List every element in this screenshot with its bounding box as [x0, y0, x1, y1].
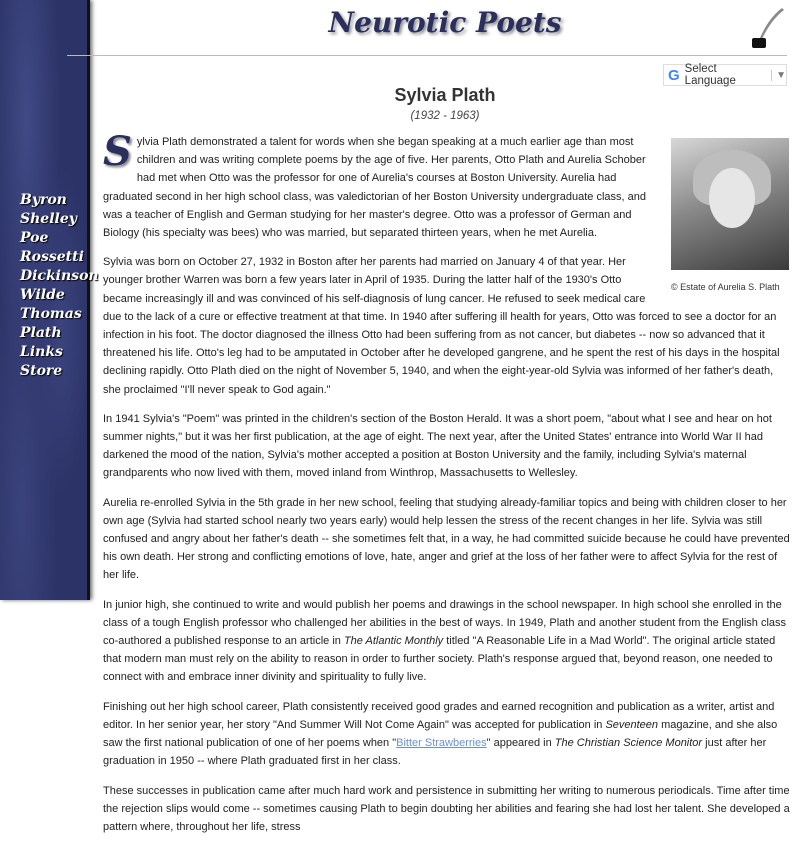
portrait-photo [671, 138, 789, 270]
poet-nav [20, 191, 99, 381]
nav-plath[interactable]: Plath [20, 325, 62, 341]
dropdown-arrow-icon: ▼ [771, 70, 786, 81]
paragraph: These successes in publication came after much hard work and persistence in submitting her writing to numerous periodicals. Time after time the rejection slips would come -- sometimes causing Plath to begin doubting her abilities and fearing she had lost her talent. She developed a pattern where, throughout her life, stress [103, 784, 790, 833]
publication-title: The Atlantic Monthly [343, 635, 444, 648]
bitter-strawberries-link[interactable]: Bitter Strawberries [396, 737, 487, 750]
paragraph-text: In junior high, she continued to write and would publish her poems and drawings in the school newspaper. In high school she enrolled in the class of a tough English professor who challenged her abilities in the best of ways. In 1949, Plath and another student from the English class co-authored a published response to an article in [103, 598, 787, 648]
paragraph-text: " appeared in [486, 737, 555, 750]
paragraph-text: titled "A Reasonable Life in a Mad World". The original article stated that modern man must rely on the ability to reason in order to further society. Plath's response argued that, beyond reason, one needed to connect with and embrace inner divinity and spirituality to fully live. [103, 635, 776, 684]
nav-links[interactable]: Links [20, 344, 63, 360]
life-dates: (1932 - 1963) [410, 110, 480, 122]
language-select[interactable] [663, 64, 787, 86]
nav-rossetti[interactable]: Rossetti [20, 249, 84, 265]
paragraph [103, 596, 791, 687]
paragraph-text: ylvia Plath demonstrated a talent for words when she began speaking at a much earlier age than most children and was writing complete poems by the age of five. Her parents, Otto Plath and Aurelia Schober had met when Otto was the professor for one of Aurelia's courses at Boston University. Aurelia had graduated second in her high school class, was valedictorian of her Boston University undergraduate class, and was a teacher of English and German studying for her master's degree. Otto was a professor of German and Biology (his specialty was bees) who was married, but separated thirteen years, when he met Aurelia. [103, 136, 646, 240]
paragraph-text: magazine, and she also saw the first national publication of one of her poems when " [103, 718, 778, 750]
paragraph-text: Finishing out her high school career, Plath consistently received good grades and earned recognition and publication as a writer, artist and editor. In her senior year, her story "And Summer Will Not Come Again" was accepted for publication in [103, 700, 775, 731]
paragraph-text: just after her graduation in 1950 -- where Plath graduated first in her class. [103, 737, 767, 768]
biography-content [103, 128, 791, 847]
nav-poe[interactable]: Poe [20, 230, 49, 246]
header-divider [67, 55, 787, 56]
publication-title: Seventeen [605, 718, 659, 731]
paragraph: Sylvia was born on October 27, 1932 in Boston after her parents had married on January 4 of that year. Her younger brother Warren was born a few years later in April of 1935. During the latter half of the 1930's Otto became increasingly ill and was convinced of his self-diagnosis of lung cancer. He refused to seek medical care due to the lack of a cure or effective treatment at that time. In 1940 after suffering ill health for years, Otto was forced to see a doctor for an infection in his foot. The doctor diagnosed the illness Otto had been suffering from as not cancer, but diabetes -- now so advanced that it threatened his life. Otto's leg had to be amputated in October after he developed gangrene, and he spent the rest of his days in the hospital declining rapidly. Otto Plath died on the night of November 5, 1940, and when the eight-year-old Sylvia was informed of her father's death, she proclaimed "I'll never speak to God again." [103, 256, 780, 396]
portrait-figure [671, 138, 791, 296]
sidebar [0, 0, 99, 600]
paragraph [103, 698, 791, 771]
nav-dickinson[interactable]: Dickinson [20, 268, 99, 284]
photo-caption: © Estate of Aurelia S. Plath [671, 282, 780, 292]
page-title: Sylvia Plath [394, 85, 496, 105]
drop-cap: S [103, 128, 132, 175]
nav-store[interactable]: Store [20, 363, 63, 379]
nav-shelley[interactable]: Shelley [20, 211, 77, 227]
nav-byron[interactable]: Byron [20, 192, 67, 208]
quill-ink-icon [748, 6, 786, 50]
language-select-label: Select Language [684, 63, 736, 87]
paragraph: In 1941 Sylvia's "Poem" was printed in the children's section of the Boston Herald. It was a short poem, "about what I see and hear on hot summer nights," but it was her first publication, at the age of eight. The next year, after the United States' entrance into World War II had darkened the mood of the nation, Sylvia's mother accepted a position at Boston University and the family, including Sylvia's maternal grandparents who now lived with them, moved inland from Winthrop, Massachusetts to Wellesley. [103, 412, 772, 480]
paragraph: Aurelia re-enrolled Sylvia in the 5th grade in her new school, feeling that studying already-familiar topics and being with children closer to her own age (Sylvia had started school nearly two years early) would help lessen the stress of the recent changes in her life. Sylvia was still confused and angry about her father's death -- she sometimes felt that, in a way, he had committed suicide because he could have prevented his own death. Her strong and conflicting emotions of love, hate, anger and grief at the loss of her father were to affect Sylvia for the rest of her life. [103, 496, 790, 582]
nav-thomas[interactable]: Thomas [20, 306, 82, 322]
google-icon: G [668, 66, 680, 84]
site-logo[interactable]: Neurotic Poets [328, 6, 562, 39]
publication-title: The Christian Science Monitor [554, 737, 703, 750]
nav-wilde[interactable]: Wilde [20, 287, 65, 303]
